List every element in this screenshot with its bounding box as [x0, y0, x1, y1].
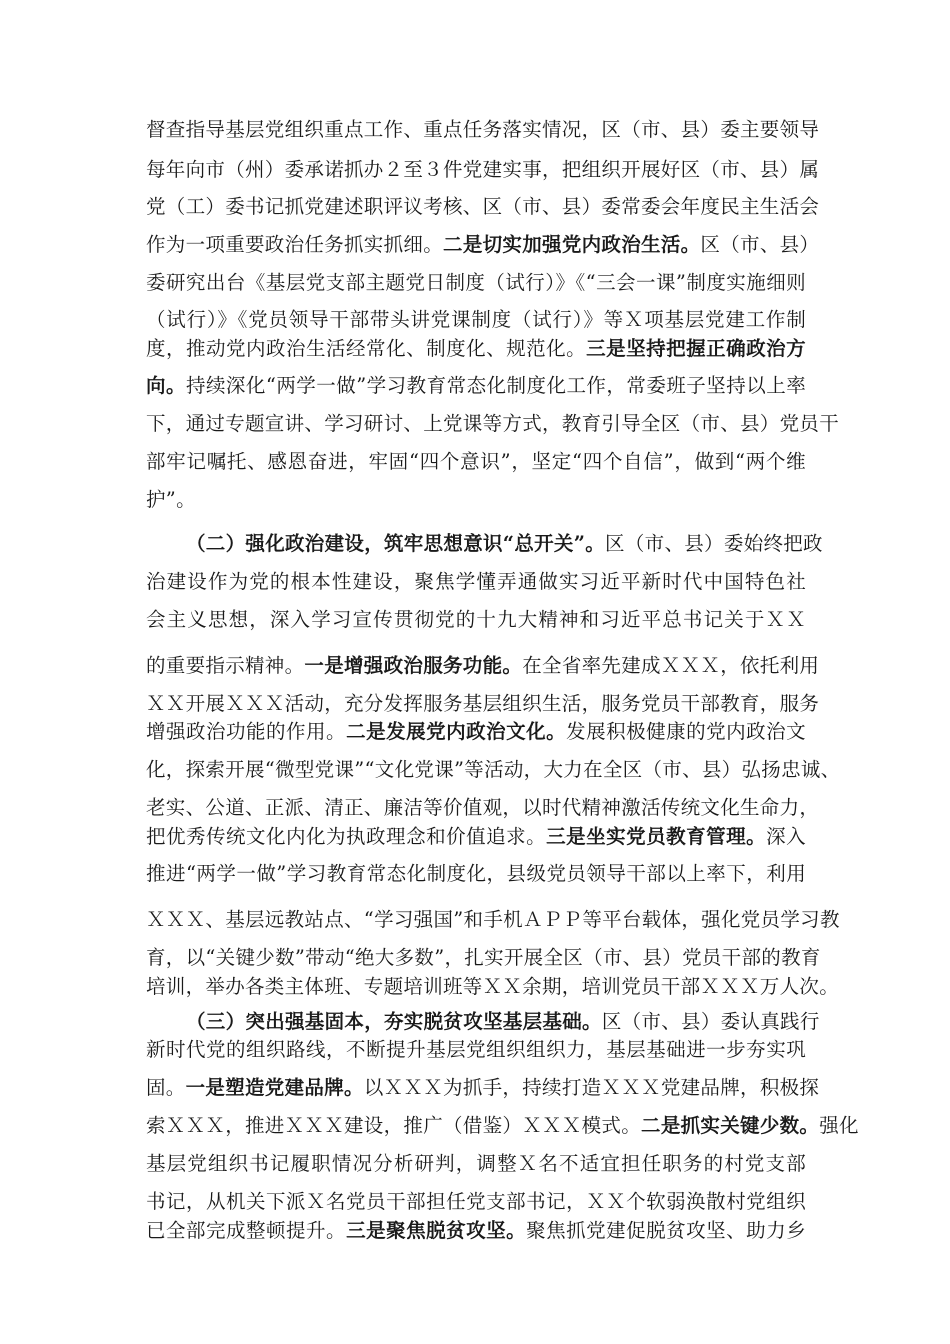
body-text: ＸＸＸ、基层远教站点、“学习强国”和手机ＡＰＰ等平台载体，强化党员学习教: [146, 908, 840, 931]
body-text: 基层党组织书记履职情况分析研判，调整Ｘ名不适宜担任职务的村党支部: [146, 1152, 806, 1175]
body-text: 以ＸＸＸ为抓手，持续打造ＸＸＸ党建品牌，积极探: [363, 1076, 820, 1099]
text-line: [146, 411, 840, 437]
text-line: [146, 1037, 806, 1063]
bold-heading-text: （二）强化政治建设，筑牢思想意识“总开关”。: [186, 532, 606, 555]
body-text: 增强政治功能的作用。: [146, 720, 347, 743]
bold-heading-text: 三是聚焦脱贫攻坚。: [346, 1219, 527, 1242]
body-text: 已全部完成整顿提升。: [146, 1219, 347, 1242]
body-text: 培训，举办各类主体班、专题培训班等ＸＸ余期，培训党员干部ＸＸＸ万人次。: [146, 975, 840, 998]
text-line: [146, 307, 806, 333]
body-text: 书记，从机关下派Ｘ名党员干部担任党支部书记，ＸＸ个软弱涣散村党组织: [146, 1190, 806, 1213]
bold-heading-text: 一是塑造党建品牌。: [185, 1076, 364, 1099]
text-line: [146, 861, 806, 887]
body-text: 区（市、县）: [700, 233, 820, 256]
text-line: [146, 757, 841, 783]
body-text: 治建设作为党的根本性建设，聚焦学懂弄通做实习近平新时代中国特色社: [146, 570, 806, 593]
body-text: 的重要指示精神。: [146, 654, 305, 677]
body-text: 在全省率先建成ＸＸＸ，依托利用: [522, 654, 820, 677]
body-text: 强化: [819, 1114, 859, 1137]
body-text: 育，以“关键少数”带动“绝大多数”，扎实开展全区（市、县）党员干部的教育: [146, 946, 821, 969]
bold-heading-text: 二是发展党内政治文化。: [346, 720, 567, 743]
body-text: 索ＸＸＸ，推进ＸＸＸ建设，推广（借鉴）ＸＸＸ模式。: [146, 1114, 642, 1137]
body-text: 委研究出台《基层党支部主题党日制度（试行）》《“三会一课”制度实施细则: [146, 271, 806, 294]
text-line: [146, 449, 806, 475]
text-line: [146, 607, 806, 633]
text-line: [146, 487, 806, 513]
body-text: 会主义思想，深入学习宣传贯彻党的十九大精神和习近平总书记关于ＸＸ: [146, 608, 806, 631]
text-line: [146, 194, 820, 220]
bold-heading-text: 三是坐实党员教育管理。: [546, 825, 767, 848]
text-line: [146, 373, 806, 399]
body-text: 新时代党的组织路线，不断提升基层党组织组织力，基层基础进一步夯实巩: [146, 1038, 806, 1061]
text-line: [146, 1113, 859, 1139]
text-line: [146, 824, 806, 850]
text-line: [146, 157, 820, 183]
text-line: [146, 232, 820, 258]
bold-heading-text: 向。: [146, 374, 186, 397]
text-line: [146, 795, 820, 821]
body-text: （试行）》《党员领导干部带头讲党课制度（试行）》等Ｘ项基层党建工作制: [146, 308, 806, 331]
bold-heading-text: 三是坚持把握正确政治方: [586, 337, 806, 360]
bold-heading-text: 一是增强政治服务功能。: [304, 654, 523, 677]
bold-heading-text: 二是抓实关键少数。: [641, 1114, 820, 1137]
body-text: 聚焦抓党建促脱贫攻坚、助力乡: [526, 1219, 806, 1242]
body-text: 区（市、县）委认真践行: [601, 1010, 820, 1033]
body-text: ＸＸ开展ＸＸＸ活动，充分发挥服务基层组织生活，服务党员干部教育，服务: [146, 692, 820, 715]
body-text: 督查指导基层党组织重点工作、重点任务落实情况，区（市、县）委主要领导: [146, 118, 820, 141]
text-line: [146, 1075, 820, 1101]
text-line: [186, 531, 823, 557]
body-text: 深入: [766, 825, 806, 848]
body-text: 每年向市（州）委承诺抓办２至３件党建实事，把组织开展好区（市、县）属: [146, 158, 820, 181]
body-text: 把优秀传统文化内化为执政理念和价值追求。: [146, 825, 547, 848]
body-text: 部牢记嘱托、感恩奋进，牢固“四个意识”，坚定“四个自信”，做到“两个维: [146, 450, 806, 473]
text-line: [146, 653, 820, 679]
text-line: [146, 691, 820, 717]
text-line: [146, 1151, 806, 1177]
text-line: [146, 719, 806, 745]
text-line: [146, 117, 820, 143]
body-text: 化，探索开展“微型党课”“文化党课”等活动，大力在全区（市、县）弘扬忠诚、: [146, 758, 841, 781]
body-text: 固。: [146, 1076, 186, 1099]
text-line: [186, 1009, 820, 1035]
body-text: 下，通过专题宣讲、学习研讨、上党课等方式，教育引导全区（市、县）党员干: [146, 412, 840, 435]
body-text: 发展积极健康的党内政治文: [566, 720, 806, 743]
body-text: 作为一项重要政治任务抓实抓细。: [146, 233, 444, 256]
body-text: 护”。: [146, 488, 196, 511]
body-text: 老实、公道、正派、清正、廉洁等价值观，以时代精神激活传统文化生命力，: [146, 796, 820, 819]
body-text: 度，推动党内政治生活经常化、制度化、规范化。: [146, 337, 587, 360]
body-text: 持续深化“两学一做”学习教育常态化制度化工作，常委班子坚持以上率: [185, 374, 806, 397]
body-text: 推进“两学一做”学习教育常态化制度化，县级党员领导干部以上率下，利用: [146, 862, 806, 885]
text-line: [146, 907, 840, 933]
bold-heading-text: 二是切实加强党内政治生活。: [443, 233, 701, 256]
text-line: [146, 945, 821, 971]
text-line: [146, 336, 806, 362]
text-line: [146, 1218, 806, 1244]
text-line: [146, 569, 806, 595]
bold-heading-text: （三）突出强基固本，夯实脱贫攻坚基层基础。: [186, 1010, 602, 1033]
body-text: 党（工）委书记抓党建述职评议考核、区（市、县）委常委会年度民主生活会: [146, 195, 820, 218]
text-line: [146, 974, 840, 1000]
body-text: 区（市、县）委始终把政: [605, 532, 823, 555]
text-line: [146, 270, 806, 296]
text-line: [146, 1189, 806, 1215]
